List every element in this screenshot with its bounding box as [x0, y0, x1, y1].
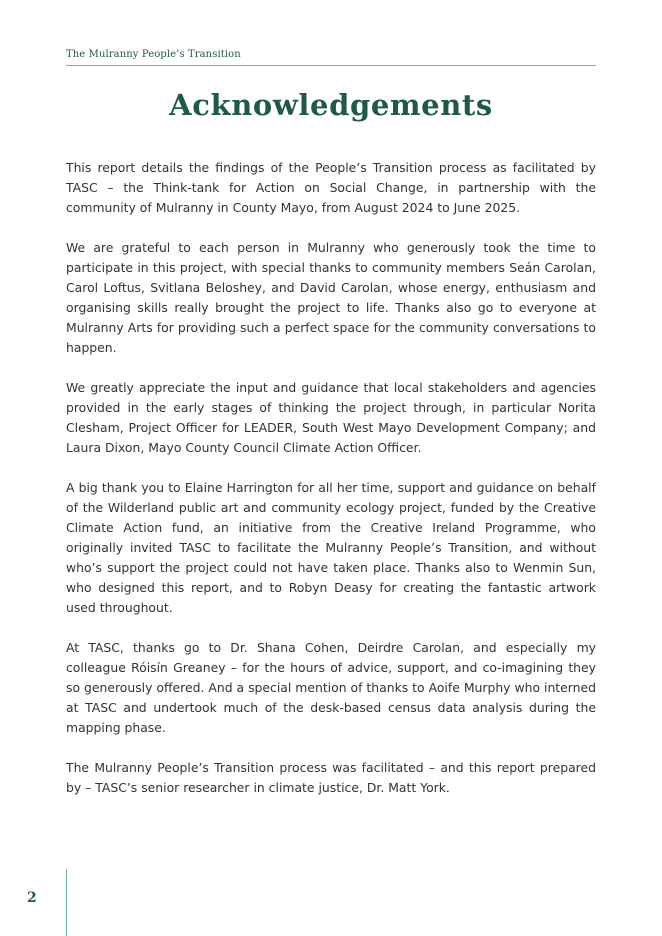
paragraph-tasc-thanks: At TASC, thanks go to Dr. Shana Cohen, Deirdre Carolan, and especially my colleague Róisín Greaney – for the hours of advice, support, and co-imagining they so generously offered. And a special mention of thanks to Aoife Murphy who interned at TASC and undertook much of the desk-based census data analysis during the mapping phase. [66, 640, 596, 735]
running-header: The Mulranny People’s Transition [66, 49, 241, 60]
page-number: 2 [27, 890, 37, 906]
page-title: Acknowledgements [169, 88, 493, 122]
paragraph-wilderland: A big thank you to Elaine Harrington for all her time, support and guidance on behalf of the Wilderland public art and community ecology project, funded by the Creative Climate Action fund, an initiative from the Creative Ireland Programme, who originally invited TASC to facilitate the Mulranny People’s Transition, and without who’s support the project could not have taken place. Thanks also to Wenmin Sun, who designed this report, and to Robyn Deasy for creating the fantastic artwork used throughout. [66, 480, 596, 615]
footer-divider [66, 869, 67, 936]
acknowledgements-body [66, 158, 596, 818]
paragraph-community-thanks: We are grateful to each person in Mulranny who generously took the time to participate in this project, with special thanks to community members Seán Carolan, Carol Loftus, Svitlana Beloshey, and David Carolan, whose energy, enthusiasm and organising skills really brought the project to life. Thanks also go to everyone at Mulranny Arts for providing such a perfect space for the community conversations to happen. [66, 240, 596, 355]
paragraph-facilitation: The Mulranny People’s Transition process was facilitated – and this report prepared by – TASC’s senior researcher in climate justice, Dr. Matt York. [66, 760, 596, 795]
header-divider [66, 65, 596, 66]
paragraph-stakeholders: We greatly appreciate the input and guidance that local stakeholders and agencies provided in the early stages of thinking the project through, in particular Norita Clesham, Project Officer for LEADER, South West Mayo Development Company; and Laura Dixon, Mayo County Council Climate Action Officer. [66, 380, 596, 455]
paragraph-intro: This report details the findings of the People’s Transition process as facilitated by TASC – the Think-tank for Action on Social Change, in partnership with the community of Mulranny in County Mayo, from August 2024 to June 2025. [66, 160, 596, 215]
